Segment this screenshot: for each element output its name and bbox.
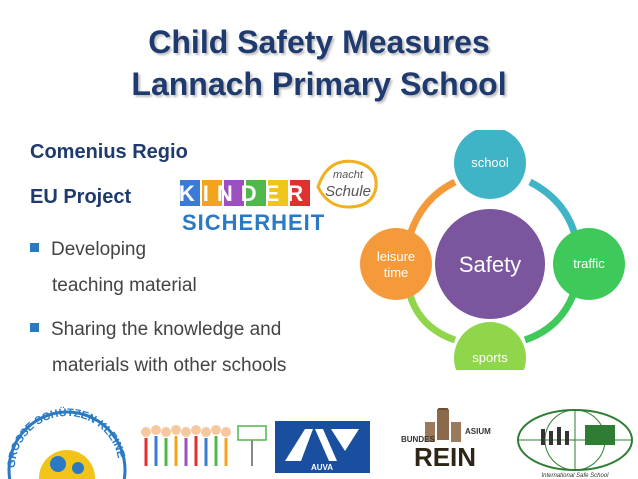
isc-text: International Safe School: [541, 473, 609, 479]
kinder-sicherheit-logo: [178, 152, 383, 237]
arc-bottom-left: [410, 295, 455, 340]
schule-text: Schule: [325, 183, 371, 200]
bullet-line-cont: teaching material: [52, 275, 197, 296]
bullet-line: Developing: [51, 239, 147, 260]
grosse-text: GROSSE SCHÜTZEN KLEINE: [5, 406, 127, 469]
bullet-developing: [30, 232, 197, 304]
rein-right-text: ASIUM: [465, 427, 491, 436]
rein-top-text: BUNDES: [401, 435, 435, 444]
auva-text: AUVA: [310, 463, 334, 472]
arc-right-bottom: [525, 295, 573, 340]
safety-cycle-diagram: [360, 130, 638, 370]
international-safe-school-logo: [513, 405, 638, 479]
bullet-line: Sharing the knowledge and: [51, 319, 282, 340]
rein-big-text: REIN: [413, 442, 477, 472]
grosse-schuetzen-kleine-logo: [0, 398, 130, 479]
eu-project-subtitle: EU Project: [30, 186, 132, 208]
center-label: Safety: [458, 252, 522, 277]
page-title-line-2: Lannach Primary School: [131, 66, 507, 102]
bullet-sharing: [30, 312, 286, 384]
bullet-square-icon: [30, 323, 39, 332]
bullet-line-cont: materials with other schools: [52, 355, 287, 376]
arc-top-right: [530, 182, 575, 235]
bundesgymnasium-rein-logo: [395, 408, 500, 473]
sicherheit-text: SICHERHEIT: [182, 210, 326, 235]
bullet-square-icon: [30, 243, 39, 252]
auva-logo: [275, 421, 370, 473]
page-title-line-1: Child Safety Measures: [148, 24, 490, 60]
node-leisure-label-2: time: [383, 265, 409, 280]
node-sports-label: sports: [472, 350, 508, 365]
node-leisure-label-1: leisure: [376, 249, 416, 264]
arc-left-top: [410, 182, 455, 235]
comenius-subtitle: Comenius Regio: [30, 141, 188, 163]
macht-text: macht: [333, 169, 363, 181]
children-drawing-logo: [140, 420, 270, 470]
kinder-text: KINDER: [178, 181, 312, 206]
node-traffic-label: traffic: [573, 256, 605, 271]
node-school-label: school: [471, 155, 509, 170]
node-leisure: [360, 228, 432, 300]
